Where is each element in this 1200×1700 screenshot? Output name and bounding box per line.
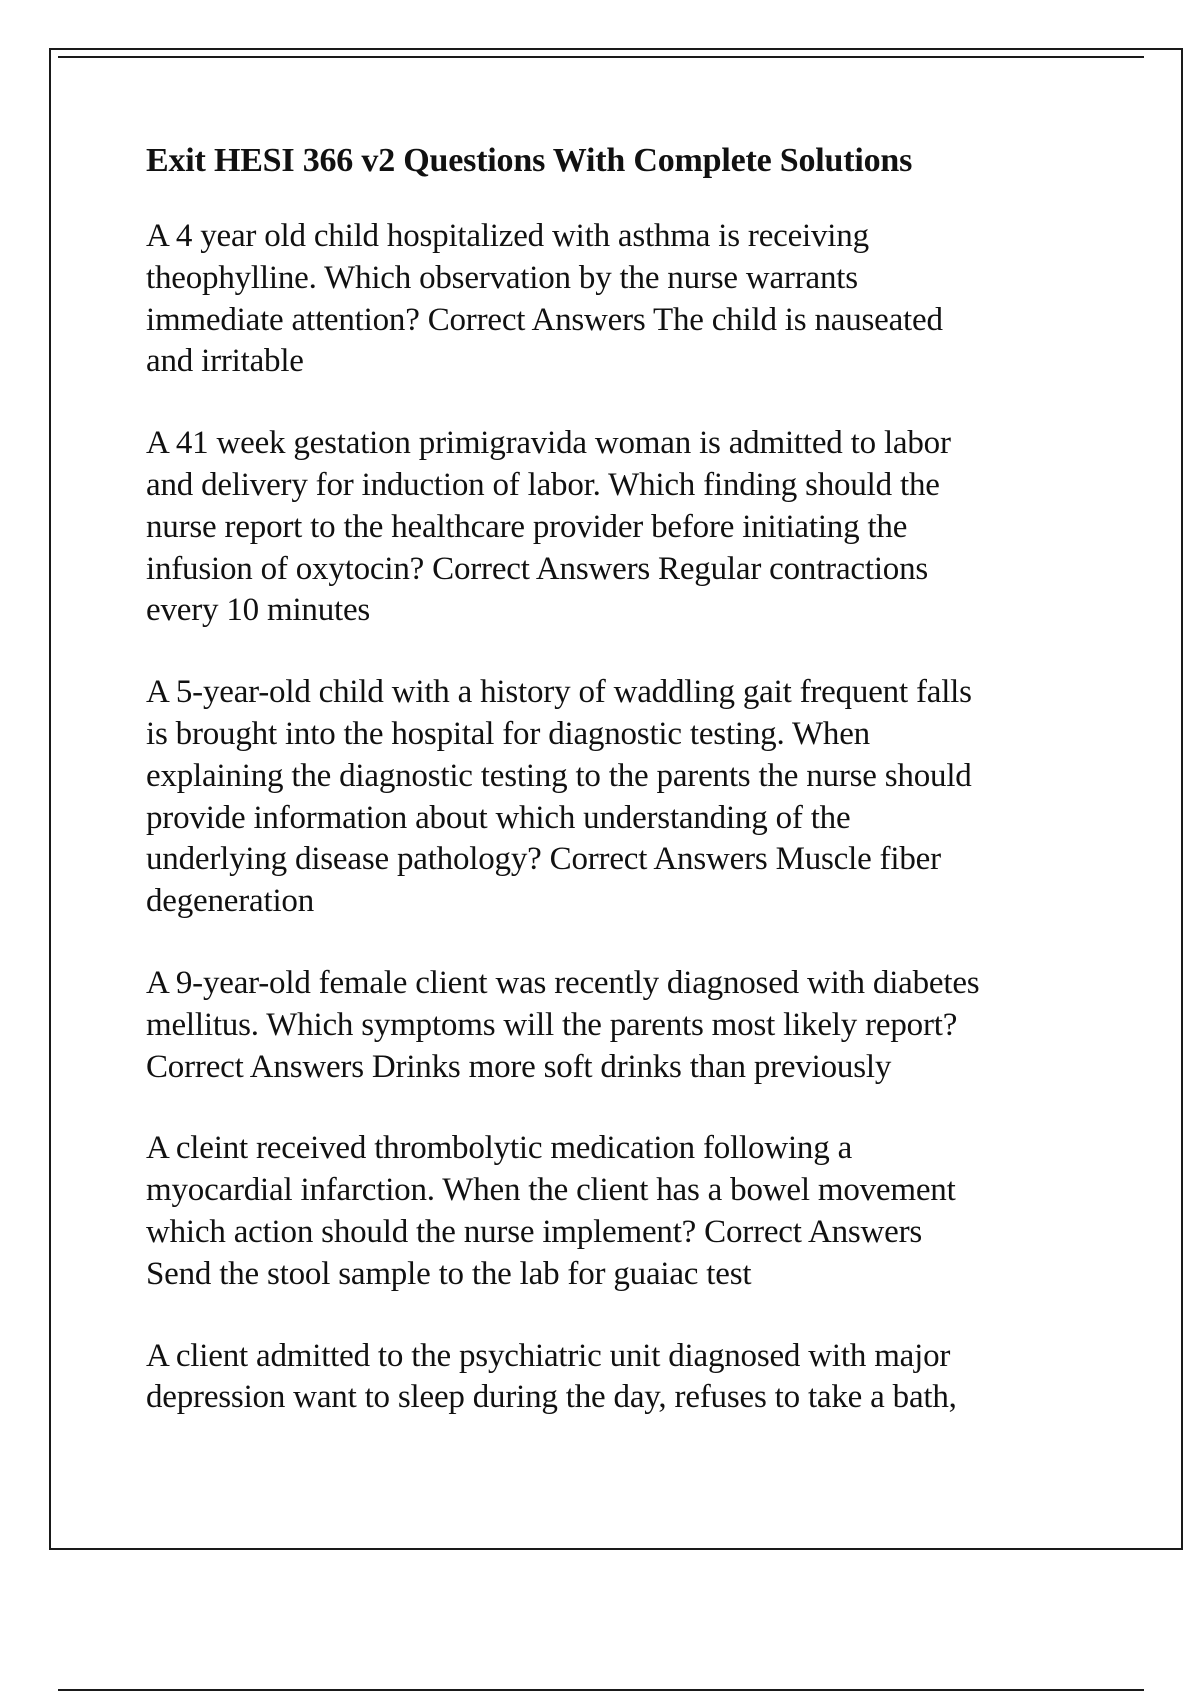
qa-item-4: A 9-year-old female client was recently diagnosed with diabetes mellitus. Which symptoms will the parents most likely report? Correct Answers Drinks more soft drinks than previously [146,964,980,1085]
qa-item-1: A 4 year old child hospitalized with asthma is receiving theophylline. Which observation by the nurse warrants immediate attention? Correct Answers The child is nauseated and irritable [146,218,943,380]
document-title: Exit HESI 366 v2 Questions With Complete Solutions [146,142,913,179]
document-body [146,140,1106,1459]
top-rule [58,56,1144,58]
qa-item-5: A cleint received thrombolytic medication following a myocardial infarction. When the client has a bowel movement which action should the nurse implement? Correct Answers Send the stool sample to the lab for guaiac test [146,1130,956,1292]
qa-item-3: A 5-year-old child with a history of waddling gait frequent falls is brought into the hospital for diagnostic testing. When explaining the diagnostic testing to the parents the nurse should provide information about which understanding of the underlying disease pathology? Correct Answers Muscle fiber degeneration [146,674,972,920]
qa-item-2: A 41 week gestation primigravida woman is admitted to labor and delivery for induction of labor. Which finding should the nurse report to the healthcare provider before initiating the infusion of oxytocin? Correct Answers Regular contractions every 10 minutes [146,425,951,629]
qa-item-6: A client admitted to the psychiatric unit diagnosed with major depression want to sleep during the day, refuses to take a bath, [146,1337,957,1416]
bottom-rule [58,1689,1144,1691]
